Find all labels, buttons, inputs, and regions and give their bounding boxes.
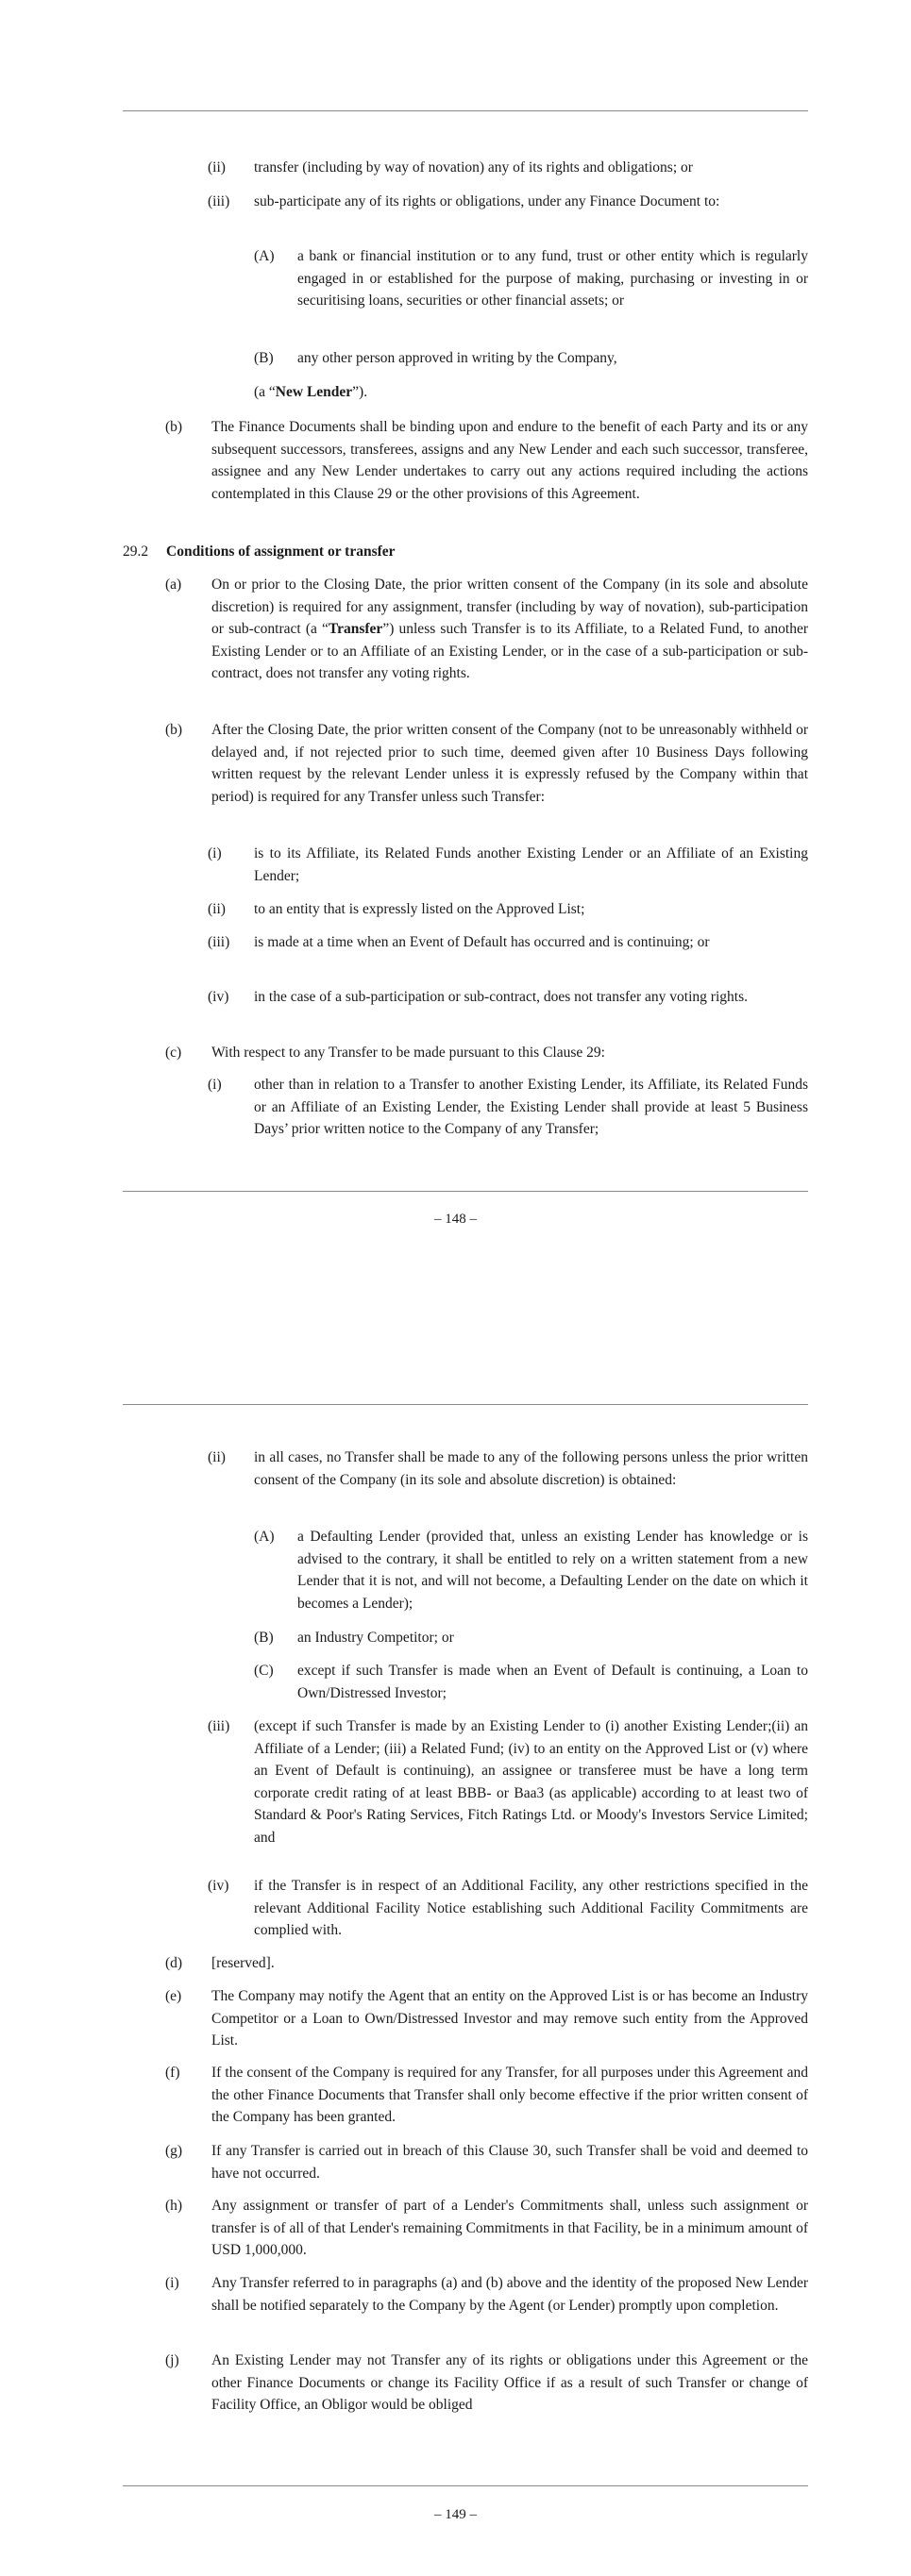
item-label: (iii) bbox=[208, 1718, 230, 1734]
item-text: With respect to any Transfer to be made pursuant to this Clause 29: bbox=[211, 1045, 605, 1061]
item-text: An Existing Lender may not Transfer any of its rights or obligations under this Agreement or the other Finance Documents or change its Facility Office if as a result of such Transfer or change of Facility Office, an Obligor would be obliged bbox=[211, 2352, 808, 2413]
item-label: (ii) bbox=[208, 159, 226, 176]
list-item bbox=[208, 157, 808, 179]
item-text: If the consent of the Company is required for any Transfer, for all purposes under this Agreement and the other Finance Documents that Transfer shall only become effective if the prior written consent of the Company has been granted. bbox=[211, 2065, 808, 2125]
page-number: – 148 – bbox=[434, 1212, 477, 1227]
item-label: (iii) bbox=[208, 934, 230, 950]
list-item bbox=[208, 931, 808, 954]
item-label: (f) bbox=[165, 2065, 180, 2081]
list-item bbox=[165, 1985, 808, 2052]
item-label: (d) bbox=[165, 1955, 183, 1971]
item-label: (c) bbox=[165, 1045, 182, 1061]
item-text: in all cases, no Transfer shall be made to any of the following persons unless the prior written consent of the Company (in its sole and absolute discretion) is obtained: bbox=[254, 1449, 808, 1488]
list-item bbox=[165, 416, 808, 505]
item-text: other than in relation to a Transfer to another Existing Lender, its Affiliate, its Related Funds or an Affiliate of an Existing Lender, the Existing Lender shall provide at least 5 Business Days’ prior written notice to the Company of any Transfer; bbox=[254, 1077, 808, 1137]
clause-heading bbox=[123, 541, 808, 563]
defined-term: Transfer bbox=[328, 621, 383, 637]
item-label: (b) bbox=[165, 419, 183, 435]
list-item bbox=[254, 347, 808, 370]
list-item bbox=[165, 2062, 808, 2129]
item-text: in the case of a sub-participation or sub-contract, does not transfer any voting rights. bbox=[254, 989, 748, 1005]
item-label: (C) bbox=[254, 1663, 274, 1679]
clause-number: 29.2 bbox=[123, 544, 149, 560]
item-text: On or prior to the Closing Date, the prior written consent of the Company (in its sole and absolute discretion) is required for any assignment, transfer (including by way of novation), sub-participation or sub-contract (a “Transfer”) unless such Transfer is to its Affiliate, to a Related Fund, to another Existing Lender or to an Affiliate of an Existing Lender, or in the case of a sub-participation or sub-contract, does not transfer any voting rights. bbox=[211, 577, 808, 681]
item-text: After the Closing Date, the prior written consent of the Company (not to be unreasonably withheld or delayed and, if not rejected prior to such time, deemed given after 10 Business Days following written request by the relevant Lender unless it is expressly refused by the Company within that period) is required for any Transfer unless such Transfer: bbox=[211, 722, 808, 805]
item-label: (g) bbox=[165, 2143, 183, 2159]
list-item bbox=[165, 1952, 808, 1975]
item-text: If any Transfer is carried out in breach of this Clause 30, such Transfer shall be void and deemed to have not occurred. bbox=[211, 2143, 808, 2182]
item-text: is made at a time when an Event of Default has occurred and is continuing; or bbox=[254, 934, 710, 950]
item-text: is to its Affiliate, its Related Funds another Existing Lender or an Affiliate of an Existing Lender; bbox=[254, 845, 808, 884]
list-item bbox=[254, 1627, 808, 1649]
item-label: (B) bbox=[254, 350, 274, 366]
list-item bbox=[165, 2195, 808, 2262]
list-item bbox=[208, 898, 808, 921]
item-text: any other person approved in writing by the Company, bbox=[297, 350, 617, 366]
item-text: [reserved]. bbox=[211, 1955, 275, 1971]
page-number: – 149 – bbox=[434, 2507, 477, 2522]
list-item bbox=[208, 843, 808, 887]
list-item bbox=[254, 1660, 808, 1704]
item-label: (h) bbox=[165, 2198, 183, 2214]
page-top-rule bbox=[123, 1404, 808, 1405]
item-text: The Company may notify the Agent that an entity on the Approved List is or has become an Industry Competitor or a Loan to Own/Distressed Investor and may remove such entity from the Approved List. bbox=[211, 1988, 808, 2049]
list-item bbox=[165, 2350, 808, 2417]
list-item bbox=[254, 1526, 808, 1614]
item-text: an Industry Competitor; or bbox=[297, 1630, 454, 1646]
item-text: except if such Transfer is made when an Event of Default is continuing, a Loan to Own/Distressed Investor; bbox=[297, 1663, 808, 1701]
item-label: (iv) bbox=[208, 989, 229, 1005]
item-text: (except if such Transfer is made by an Existing Lender to (i) another Existing Lender;(ii) an Affiliate of a Lender; (iii) a Related Fund; (iv) to an entity on the Approved List or (v) where an Event of Default is continuing), an assignee or transferee must be have a long term corporate credit rating of at least BBB- or Baa3 (as applicable) according to at least two of Standard & Poor's Rating Services, Fitch Ratings Ltd. or Moody's Investors Service Limited; and bbox=[254, 1718, 808, 1846]
list-item bbox=[208, 1447, 808, 1491]
definition-line: (a “New Lender”). bbox=[254, 384, 368, 400]
list-item bbox=[208, 1715, 808, 1848]
item-text: a bank or financial institution or to any fund, trust or other entity which is regularly engaged in or established for the purpose of making, purchasing or investing in or securitising loans, securities or other financial assets; or bbox=[297, 248, 808, 309]
list-item bbox=[165, 1042, 808, 1064]
list-item bbox=[165, 719, 808, 808]
item-label: (iv) bbox=[208, 1878, 229, 1894]
item-text: transfer (including by way of novation) any of its rights and obligations; or bbox=[254, 159, 693, 176]
list-item bbox=[208, 986, 808, 1009]
item-label: (ii) bbox=[208, 1449, 226, 1465]
item-label: (i) bbox=[208, 845, 222, 861]
item-label: (B) bbox=[254, 1630, 274, 1646]
page-bottom-rule bbox=[123, 2485, 808, 2486]
item-label: (i) bbox=[208, 1077, 222, 1093]
item-text: Any Transfer referred to in paragraphs (a) and (b) above and the identity of the proposed New Lender shall be notified separately to the Company by the Agent (or Lender) promptly upon completion. bbox=[211, 2275, 808, 2314]
list-item bbox=[208, 1074, 808, 1141]
list-item bbox=[165, 2272, 808, 2317]
list-item bbox=[208, 1875, 808, 1942]
item-text: The Finance Documents shall be binding upon and endure to the benefit of each Party and its or any subsequent successors, transferees, assigns and any New Lender and each such successor, transferee, assignee and any New Lender undertakes to carry out any actions required including the actions contemplated in this Clause 29 or the other provisions of this Agreement. bbox=[211, 419, 808, 502]
item-label: (a) bbox=[165, 577, 182, 593]
clause-title: Conditions of assignment or transfer bbox=[166, 544, 396, 560]
item-text: to an entity that is expressly listed on the Approved List; bbox=[254, 901, 585, 917]
item-label: (iii) bbox=[208, 193, 230, 209]
item-label: (e) bbox=[165, 1988, 182, 2004]
item-text: if the Transfer is in respect of an Additional Facility, any other restrictions specified in the relevant Additional Facility Notice establishing such Additional Facility Commitments are complied with. bbox=[254, 1878, 808, 1938]
item-text: sub-participate any of its rights or obligations, under any Finance Document to: bbox=[254, 193, 720, 209]
item-label: (b) bbox=[165, 722, 183, 738]
item-label: (A) bbox=[254, 1529, 275, 1545]
list-item bbox=[208, 191, 808, 213]
item-text: Any assignment or transfer of part of a Lender's Commitments shall, unless such assignment or transfer is of all of that Lender's remaining Commitments in that Facility, be in a minimum amount of USD 1,000,000. bbox=[211, 2198, 808, 2258]
defined-term: New Lender bbox=[275, 384, 353, 400]
item-text: a Defaulting Lender (provided that, unless an existing Lender has knowledge or is advised to the contrary, it shall be entitled to rely on a written statement from a new Lender that it is not, and will not become, a Defaulting Lender on the date on which it becomes a Lender); bbox=[297, 1529, 808, 1612]
list-item bbox=[165, 2140, 808, 2184]
list-item bbox=[165, 574, 808, 685]
page-bottom-rule bbox=[123, 1191, 808, 1192]
item-label: (i) bbox=[165, 2275, 179, 2291]
item-label: (ii) bbox=[208, 901, 226, 917]
list-item bbox=[254, 245, 808, 312]
item-label: (A) bbox=[254, 248, 275, 264]
page-top-rule bbox=[123, 110, 808, 111]
item-label: (j) bbox=[165, 2352, 179, 2368]
